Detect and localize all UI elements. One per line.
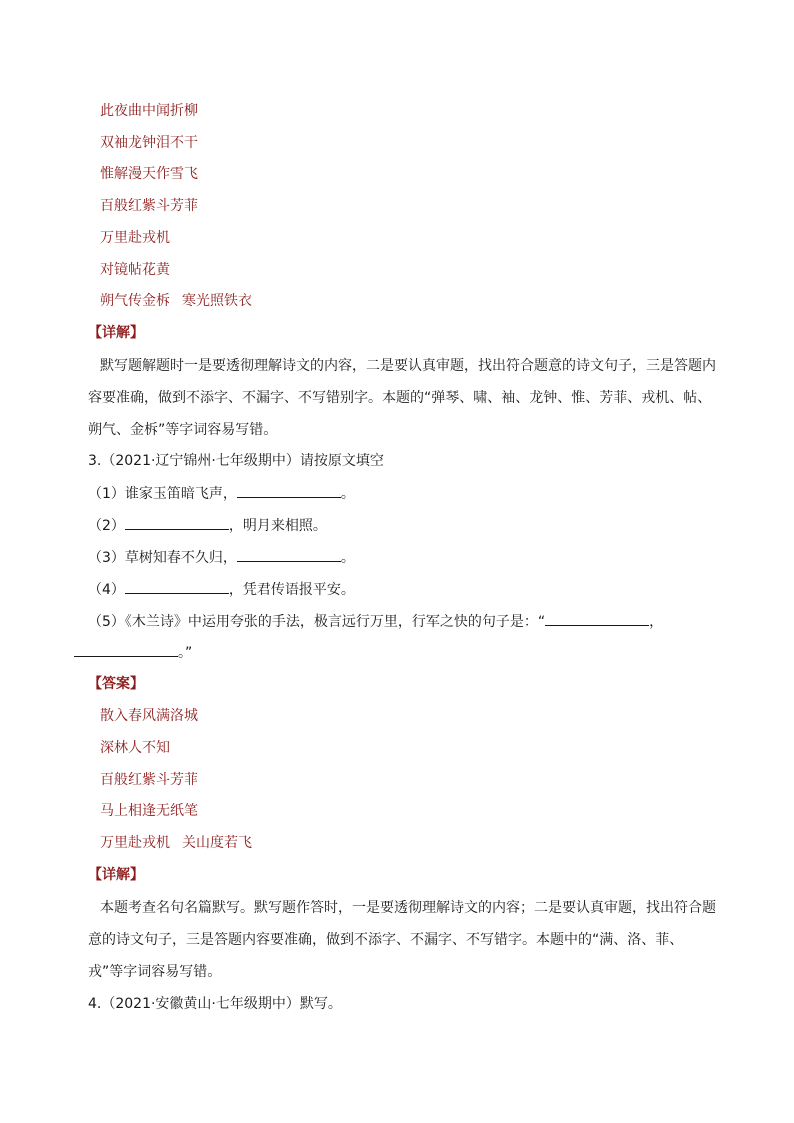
prev-answer-line: 百般红紫斗芳菲 xyxy=(100,198,198,214)
prev-answer-part2: 寒光照铁衣 xyxy=(182,293,252,309)
prev-answer-line: 双袖龙钟泪不干 xyxy=(100,135,198,151)
detail-heading: 【详解】 xyxy=(88,325,144,341)
answer-part2: 关山度若飞 xyxy=(182,835,252,851)
prev-answer-part1: 朔气传金柝 xyxy=(100,293,170,309)
item-text: ， xyxy=(649,614,664,630)
item-text: （1）谁家玉笛暗飞声， xyxy=(88,486,237,502)
answer-blank xyxy=(125,515,229,530)
prev-answer-line: 对镜帖花黄 xyxy=(100,262,170,278)
question-4-title: 4.（2021·安徽黄山·七年级期中）默写。 xyxy=(88,996,342,1012)
question-3-item-4 xyxy=(88,579,355,600)
item-text: 。” xyxy=(178,645,193,661)
detail-paragraph: 本题考查名句名篇默写。默写题作答时，一是要透彻理解诗文的内容；二是要认真审题，找出符合题意的诗文句子，三是答题内容要准确，做到不添字、不漏字、不写错字。本题中的“满、洛、菲、戎”等字词容易写错。 xyxy=(88,900,716,980)
item-text: （2） xyxy=(88,518,125,534)
answer-blank xyxy=(125,579,229,594)
detail-paragraph: 默写题解题时一是要透彻理解诗文的内容，二是要认真审题，找出符合题意的诗文句子，三是答题内容要准确，做到不添字、不漏字、不写错别字。本题的“弹琴、啸、袖、龙钟、惟、芳菲、戎机、帖、朔气、金柝”等字词容易写错。 xyxy=(88,358,716,438)
question-3-item-5-cont xyxy=(74,642,192,663)
answer-blank xyxy=(237,547,341,562)
item-text: ，凭君传语报平安。 xyxy=(228,582,355,598)
answer-line: 深林人不知 xyxy=(100,740,170,756)
answer-blank xyxy=(237,483,341,498)
question-3-item-2 xyxy=(88,515,327,536)
prev-answer-line-last xyxy=(100,291,252,311)
answer-line: 百般红紫斗芳菲 xyxy=(100,772,198,788)
question-3-item-3 xyxy=(88,547,355,568)
answer-line: 马上相逢无纸笔 xyxy=(100,803,198,819)
answer-heading: 【答案】 xyxy=(88,676,144,692)
question-3-item-1 xyxy=(88,483,355,504)
question-3-title: 3.（2021·辽宁锦州·七年级期中）请按原文填空 xyxy=(88,453,384,469)
item-text: （3）草树知春不久归， xyxy=(88,550,237,566)
prev-answer-line: 此夜曲中闻折柳 xyxy=(100,103,198,119)
answer-blank xyxy=(545,611,649,626)
prev-answer-line: 万里赴戎机 xyxy=(100,230,170,246)
detail-heading: 【详解】 xyxy=(88,867,144,883)
item-text: （4） xyxy=(88,582,125,598)
item-text: （5）《木兰诗》中运用夸张的手法，极言远行万里，行军之快的句子是：“ xyxy=(88,614,546,630)
item-text: ，明月来相照。 xyxy=(228,518,327,534)
answer-line: 散入春风满洛城 xyxy=(100,708,198,724)
item-text: 。 xyxy=(340,550,355,566)
answer-blank xyxy=(74,642,178,657)
question-3-item-5 xyxy=(88,611,663,632)
answer-line-last xyxy=(100,833,252,853)
answer-part1: 万里赴戎机 xyxy=(100,835,170,851)
prev-answer-line: 惟解漫天作雪飞 xyxy=(100,166,198,182)
item-text: 。 xyxy=(340,486,355,502)
